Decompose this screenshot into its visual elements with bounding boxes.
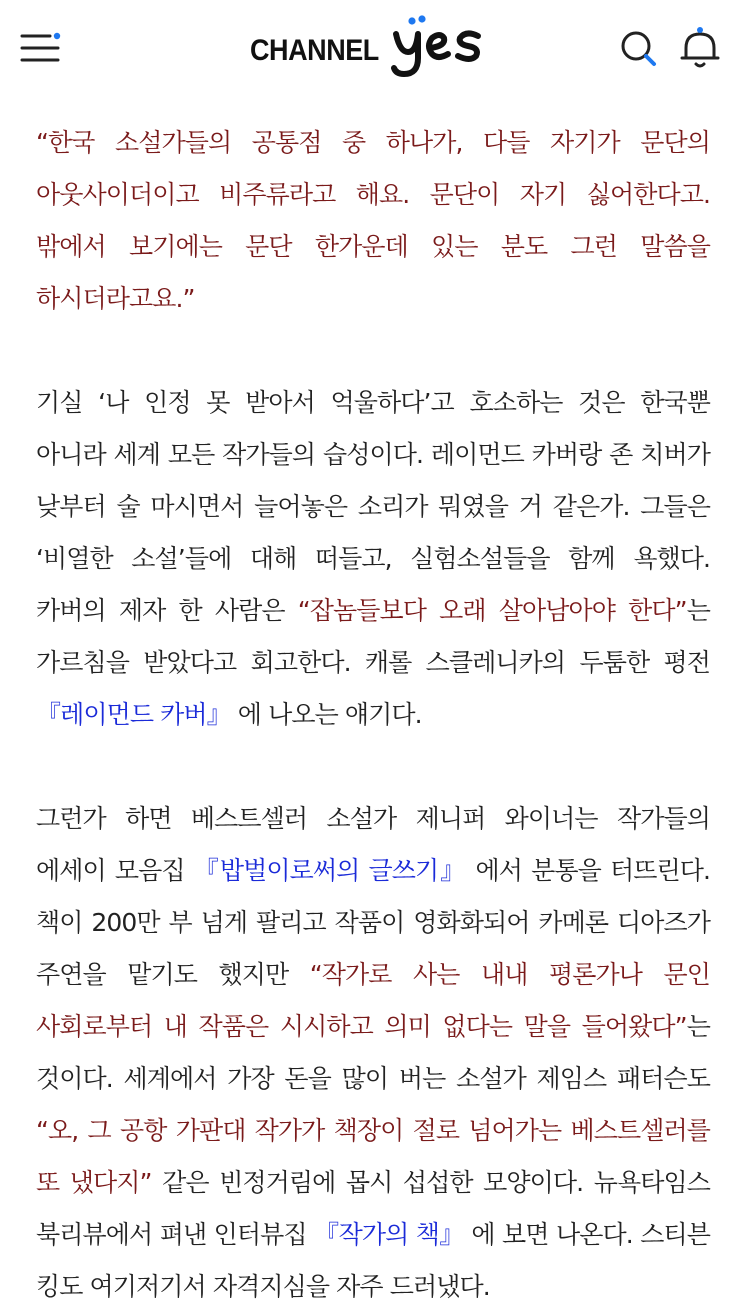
notifications-button[interactable] [678,26,722,72]
bell-icon [678,26,722,72]
book-title-link[interactable]: 『작가의 책』 [314,1220,464,1249]
article-paragraph-2 [36,377,710,741]
paragraph-text: 에서 분통을 터뜨린다. 책이 200만 부 넘게 팔리고 작품이 영화화되어 카메론 디아즈가 주연을 맡기도 했지만 [36,856,710,989]
hamburger-menu-icon [20,26,66,72]
paragraph-text: 기실 ‘나 인정 못 받아서 억울하다’고 호소하는 것은 한국뿐 아니라 세계 모든 작가들의 습성이다. 레이먼드 카버랑 존 치버가 낮부터 술 마시면서 늘어놓은 소리가 뭐였을 거 같은가. 그들은 ‘비열한 소설’들에 대해 떠들고, 실험소설들을 함께 욕했다. 카버의 제자 한 사람은 [36,388,710,625]
paragraph-text: 그런가 하면 베스트셀러 소설가 제니퍼 와이너는 작가들의 에세이 모음집 [36,804,710,885]
paragraph-text: 에 나오는 얘기다. [230,700,422,729]
paragraph-text: 같은 빈정거림에 몹시 섭섭한 모양이다. 뉴욕타임스 북리뷰에서 펴낸 인터뷰집 [36,1168,710,1249]
book-title-link[interactable]: 『밥벌이로써의 글쓰기』 [193,856,467,885]
quoted-speech: “작가로 사는 내내 평론가나 문인 사회로부터 내 작품은 시시하고 의미 없다는 말을 들어왔다” [36,960,710,1041]
logo-yes-wordmark [390,14,490,80]
article-paragraph-1 [36,117,710,325]
paragraph-text: 에 보면 나온다. 스티븐 킹도 여기저기서 자격지심을 자주 드러냈다. [36,1220,710,1301]
quoted-speech: “잡놈들보다 오래 살아남아야 한다” [297,596,687,625]
search-button[interactable] [618,28,662,72]
top-app-bar [0,0,739,95]
book-title-link[interactable]: 『레이먼드 카버』 [36,700,231,729]
channel-yes-logo[interactable] [250,16,490,80]
article-paragraph-3 [36,793,710,1313]
paragraph-text: 는 가르침을 받았다고 회고한다. 캐롤 스클레니카의 두툼한 평전 [36,596,710,677]
search-icon [618,28,662,72]
article-body [36,117,710,1313]
paragraph-text: 는 것이다. 세계에서 가장 돈을 많이 버는 소설가 제임스 패터슨도 [36,1012,710,1093]
logo-channel-text: CHANNEL [250,34,379,67]
quoted-speech: “한국 소설가들의 공통점 중 하나가, 다들 자기가 문단의 아웃사이더이고 비주류라고 해요. 문단이 자기 싫어한다고. 밖에서 보기에는 문단 한가운데 있는 분도 그런 말씀을 하시더라고요.” [36,128,710,313]
menu-button[interactable] [20,26,66,72]
quoted-speech: “오, 그 공항 가판대 작가가 책장이 절로 넘어가는 베스트셀러를 또 냈다지” [36,1116,710,1197]
